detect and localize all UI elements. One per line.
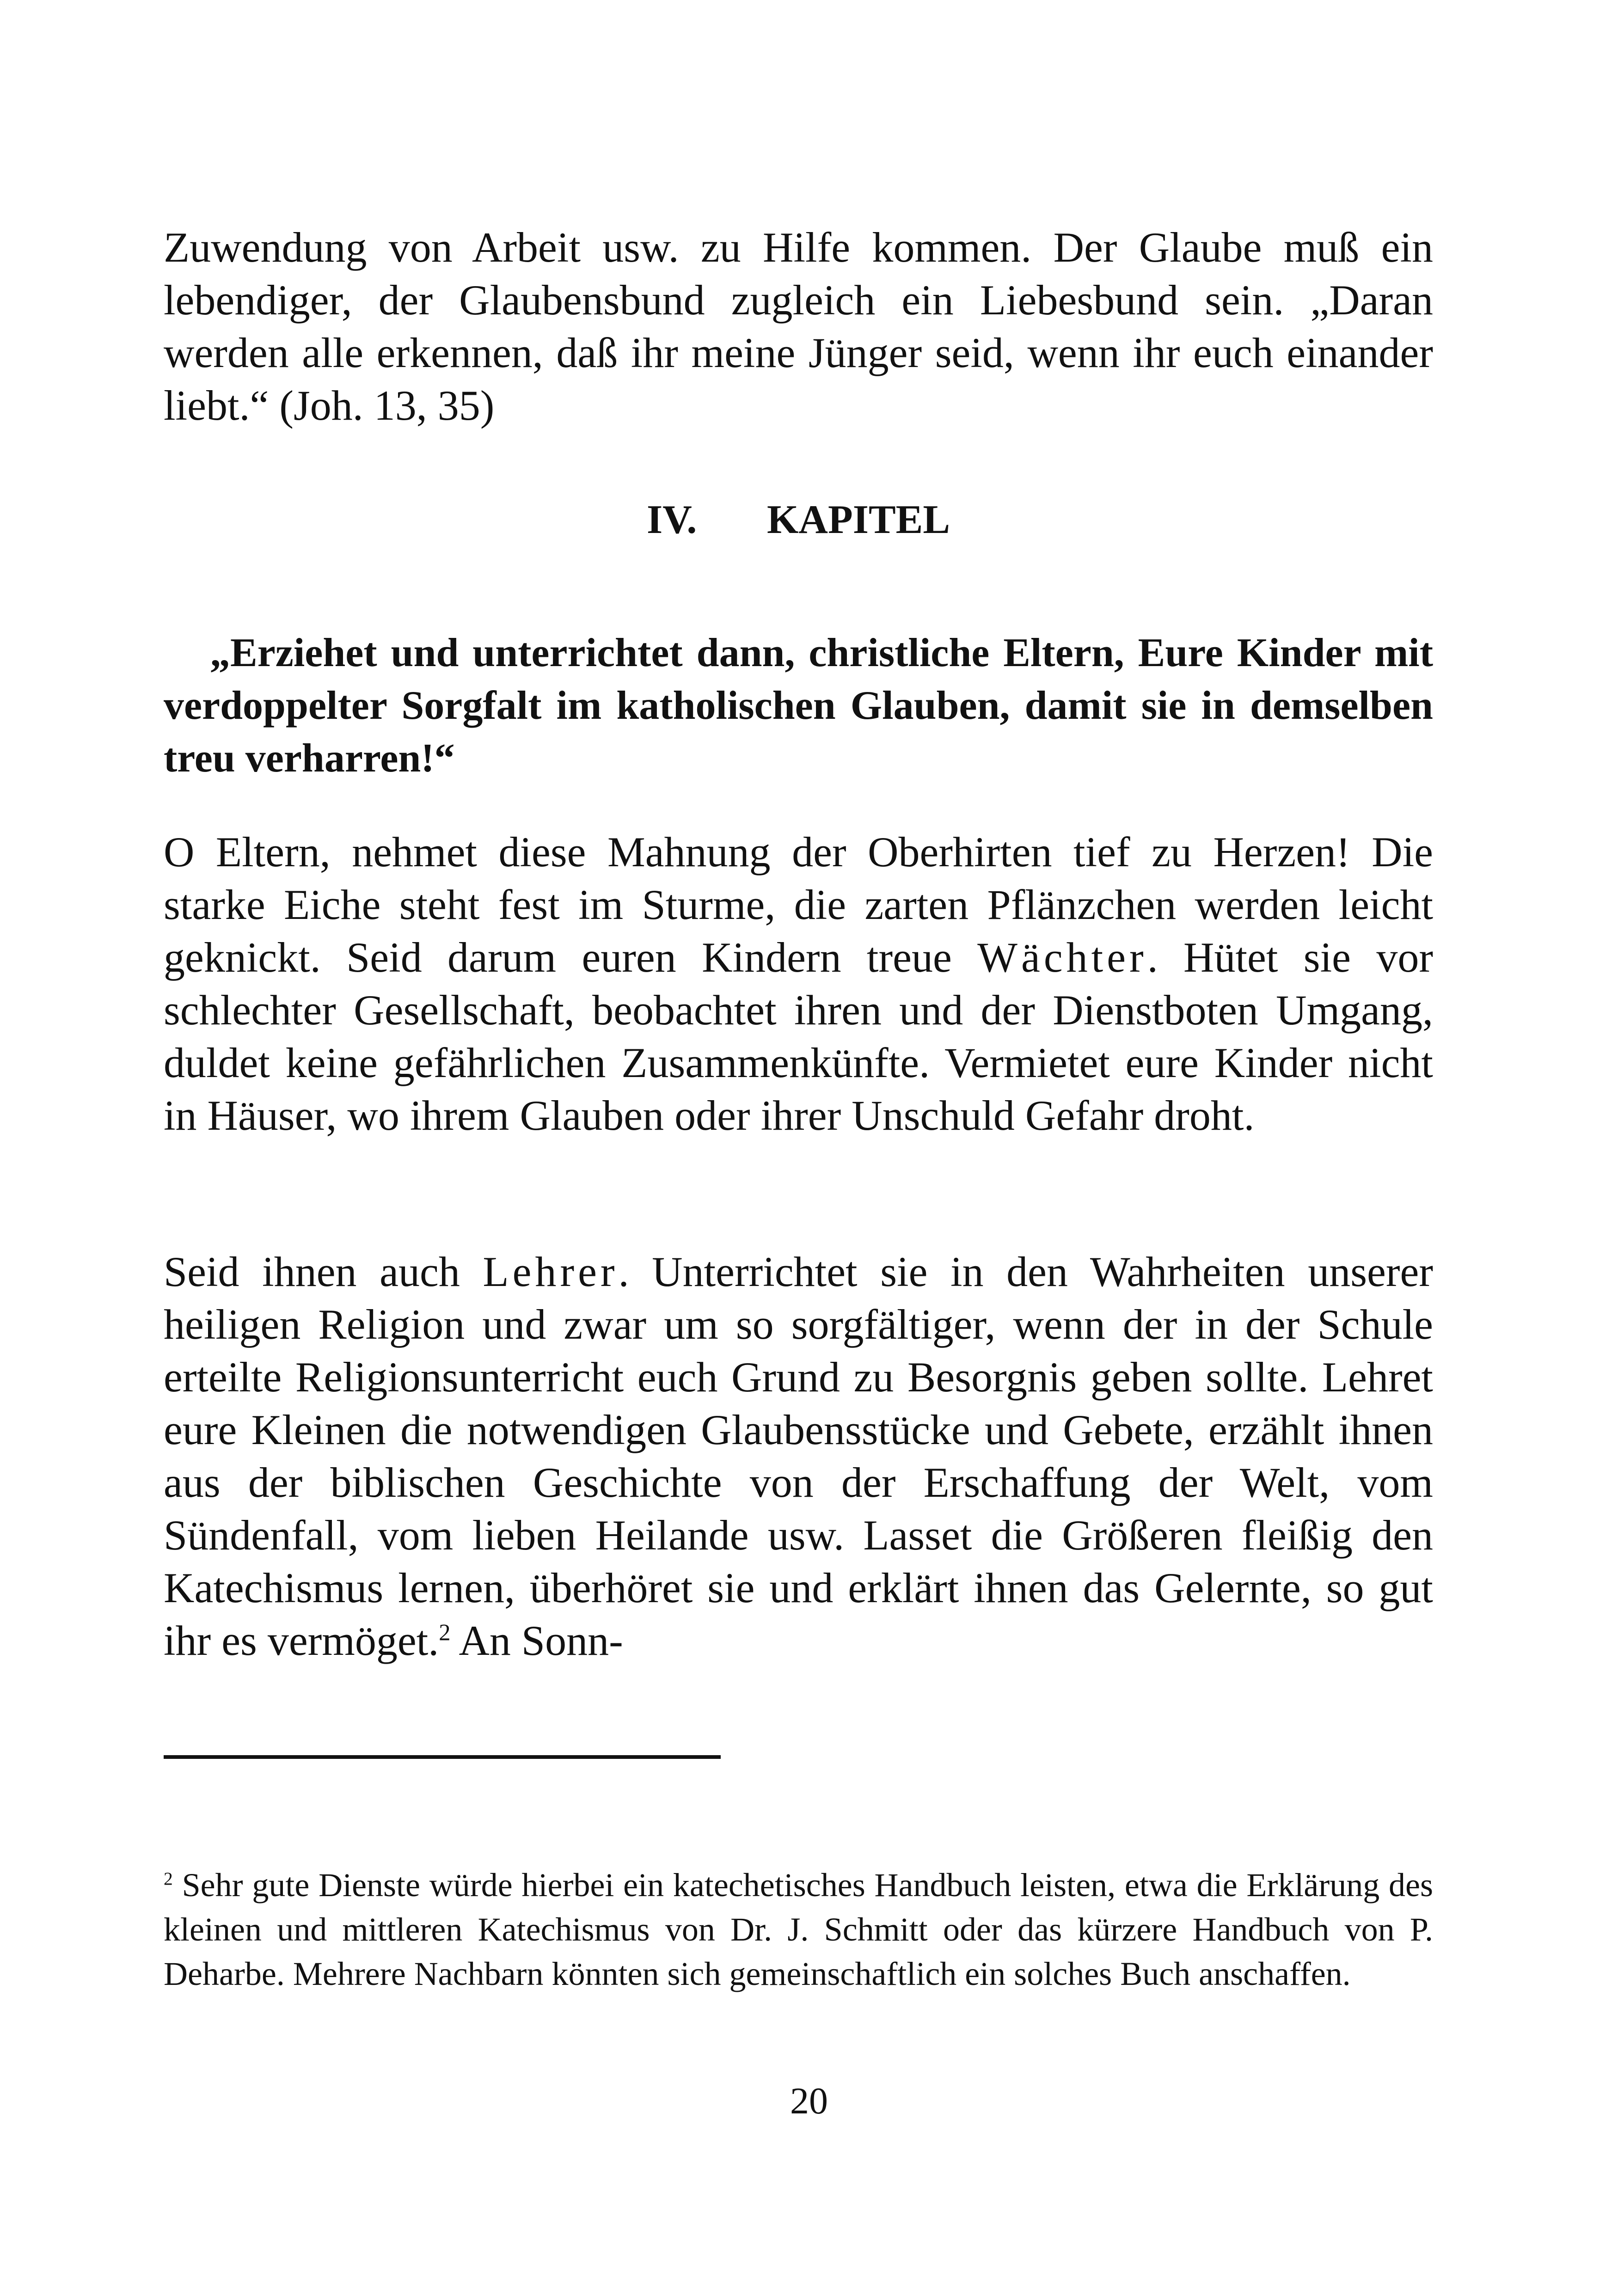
- footnote-text: Sehr gute Dienste würde hierbei ein katechetisches Handbuch leisten, etwa die Erklärung des kleinen und mittleren Katechismus von Dr. J. Schmitt oder das kürzere Handbuch von P. Deharbe. Mehrere Nachbarn könnten sich gemeinschaftlich ein solches Buch anschaffen.: [164, 1867, 1433, 1992]
- paragraph-3-spaced-word: Lehrer: [483, 1248, 619, 1295]
- paragraph-top-block: [164, 221, 1433, 432]
- paragraph-3: [164, 1245, 1433, 1667]
- paragraph-2-text-before: O Eltern, nehmet diese Mahnung der Oberhirten tief zu Herzen! Die starke Eiche steht fest im Sturme, die zarten Pflänzchen werden leicht geknickt. Seid darum euren Kindern treue: [164, 828, 1433, 981]
- paragraph-3-text-end: An Sonn-: [450, 1617, 623, 1664]
- page-number: 20: [790, 2080, 828, 2122]
- footnote-separator: [164, 1755, 721, 1759]
- paragraph-2-spaced-word: Wächter: [977, 934, 1147, 981]
- paragraph-top: Zuwendung von Arbeit usw. zu Hilfe kommen. Der Glaube muß ein lebendiger, der Glaubensbund zugleich ein Liebesbund sein. „Daran werden alle erkennen, daß ihr meine Jünger seid, wenn ihr euch einander liebt.“ (Joh. 13, 35): [164, 224, 1433, 429]
- paragraph-3-text-before: Seid ihnen auch: [164, 1248, 483, 1295]
- chapter-number: IV.: [646, 497, 697, 542]
- paragraph-2-block: [164, 826, 1433, 1142]
- paragraph-2: [164, 826, 1433, 1142]
- chapter-label: KAPITEL: [766, 497, 950, 542]
- footnote: [164, 1863, 1433, 1996]
- bold-quote: [164, 627, 1433, 785]
- paragraph-3-text-after: . Unterrichtet sie in den Wahrheiten unserer heiligen Religion und zwar um so sorgfältiger, wenn der in der Schule erteilte Religionsunterricht euch Grund zu Besorgnis geben sollte. Lehret eure Kleinen die notwendigen Glaubensstücke und Gebete, erzählt ihnen aus der biblischen Geschichte von der Erschaffung der Welt, vom Sündenfall, vom lieben Heilande usw. Lasset die Größeren fleißig den Katechismus lernen, überhöret sie und erklärt ihnen das Gelernte, so gut ihr es vermöget.: [164, 1248, 1434, 1664]
- footnote-marker: 2: [164, 1868, 173, 1889]
- paragraph-2-text-after: . Hütet sie vor schlechter Gesellschaft, beobachtet ihren und der Dienstboten Umgang, duldet keine gefährlichen Zusammenkünfte. Vermietet eure Kinder nicht in Häuser, wo ihrem Glauben oder ihrer Unschuld Gefahr droht.: [164, 934, 1433, 1139]
- footnote-reference: 2: [439, 1619, 451, 1646]
- chapter-heading: [164, 495, 1433, 545]
- quote-text: „Erziehet und unterrichtet dann, christliche Eltern, Eure Kinder mit verdoppelter Sorgfalt im katholischen Glauben, damit sie in demselben treu verharren!“: [164, 631, 1433, 781]
- paragraph-3-block: [164, 1245, 1433, 1667]
